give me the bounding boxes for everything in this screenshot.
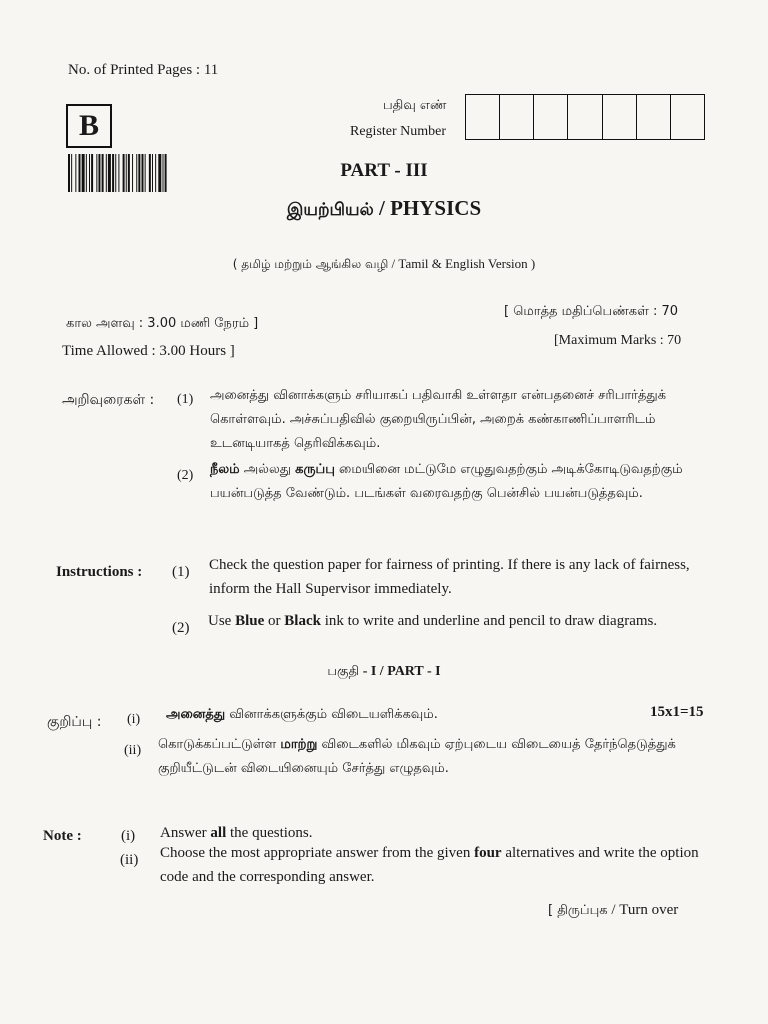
register-digit-box[interactable] [637,95,671,139]
instruction-english-2 [208,609,714,633]
register-digit-box[interactable] [603,95,637,139]
note-tamil-1-number: (i) [127,712,141,727]
blue-word: Blue [235,613,265,629]
register-digit-box[interactable] [466,95,500,139]
or-word-tamil: அல்லது [239,462,296,477]
turn-over-label [548,902,678,919]
instruction-english-1-number: (1) [172,564,190,580]
part1-marks: 15x1=15 [650,704,704,720]
version-english: / Tamil & English Version ) [388,256,536,271]
version-line [0,256,768,273]
max-marks-english: [Maximum Marks : 70 [554,333,682,348]
instruction-english-2-rest: ink to write and underline and pencil to draw diagrams. [320,613,658,629]
note-tamil-2 [158,733,708,781]
note-tamil-1-rest: வினாக்களுக்கும் விடையளிக்கவும். [225,707,438,722]
note-tamil-1 [166,703,438,727]
time-allowed-tamil: கால அளவு : 3.00 மணி நேரம் ] [66,316,259,331]
instructions-heading-english: Instructions : [56,564,143,580]
instruction-english-1: Check the question paper for fairness of printing. If there is any lack of fairness, inform the Hall Supervisor immediately. [209,557,690,597]
part1-title-english: - I / PART - I [359,664,441,679]
alternative-word-tamil: மாற்று [280,737,318,752]
turn-over-english: / Turn over [607,902,679,918]
instruction-tamil-2 [210,458,710,506]
all-word-tamil: அனைத்து [166,707,226,722]
instruction-tamil-1-number: (1) [177,392,194,407]
subject-separator: / [373,196,391,220]
answer-word: Answer [160,825,211,841]
printed-pages-count: No. of Printed Pages : 11 [68,62,219,78]
subject-english: PHYSICS [390,196,482,220]
instruction-english-2-number: (2) [172,620,190,636]
question-series-box: B [66,104,112,148]
all-word: all [210,825,227,841]
note-tamil-2-rest: விடைகளில் மிகவும் ஏற்புடைய விடையைத் தேர்ந்தெடுத்துக் குறியீட்டுடன் விடையினையும் சேர்த்து எழுதவும். [158,737,676,776]
instructions-heading-tamil: அறிவுரைகள் : [62,392,155,408]
turn-over-tamil: [ திருப்புக [548,903,608,918]
part1-title [0,664,768,680]
four-word: four [474,845,502,861]
note-english-2-number: (ii) [120,852,139,868]
black-word-tamil: கருப்பு [295,462,335,477]
or-word: or [264,613,285,629]
register-digit-box[interactable] [568,95,602,139]
register-digit-box[interactable] [500,95,534,139]
blue-word-tamil: நீலம் [210,462,240,477]
note-english-1-rest: the questions. [226,825,313,841]
use-word: Use [208,613,236,629]
register-number-boxes[interactable] [465,94,705,140]
note-english-2 [160,841,700,889]
subject-tamil: இயற்பியல் [286,200,374,220]
instruction-tamil-1: அனைத்து வினாக்களும் சரியாகப் பதிவாகி உள்ளதா என்பதனைச் சரிபார்த்துக் கொள்ளவும். அச்சுப்பதிவில் குறையிருப்பின், அறைக் கண்காணிப்பாளரிடம் உடனடியாகத் தெரிவிக்கவும். [210,388,667,451]
note-tamil-2-start: கொடுக்கப்பட்டுள்ள [158,737,281,752]
part-title: PART - III [340,160,428,181]
register-label-tamil: பதிவு எண் [383,98,447,113]
part1-title-tamil: பகுதி [327,664,360,679]
note-tamil-2-number: (ii) [124,743,142,758]
instruction-tamil-2-number: (2) [177,468,194,483]
black-word: Black [284,613,321,629]
note-heading-english: Note : [43,828,82,844]
note-heading-tamil: குறிப்பு : [47,714,102,730]
register-digit-box[interactable] [534,95,568,139]
note-english-2-rest: alternatives and write the option code and the corresponding answer. [160,845,699,885]
max-marks-tamil: [ மொத்த மதிப்பெண்கள் : 70 [504,304,678,319]
register-digit-box[interactable] [671,95,704,139]
register-label-english: Register Number [350,124,447,139]
time-allowed-english: Time Allowed : 3.00 Hours ] [62,343,235,359]
version-tamil: ( தமிழ் மற்றும் ஆங்கில வழி [232,257,389,271]
instruction-tamil-2-rest: மையினை மட்டுமே எழுதுவதற்கும் அடிக்கோடிடுவதற்கும் பயன்படுத்த வேண்டும். படங்கள் வரைவதற்கு பென்சில் பயன்படுத்தவும். [210,462,683,501]
subject-title [0,196,768,222]
note-english-2-start: Choose the most appropriate answer from the given [160,845,475,861]
note-english-1-number: (i) [121,828,136,844]
